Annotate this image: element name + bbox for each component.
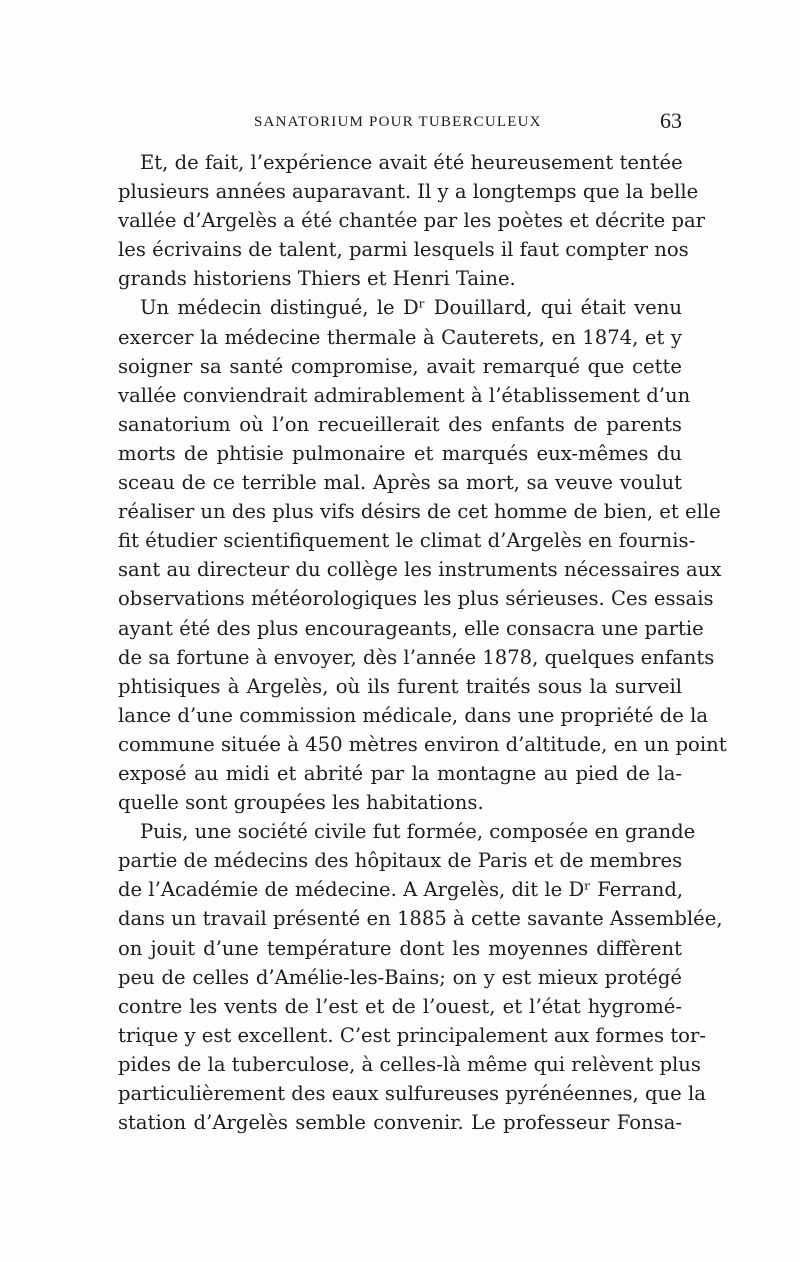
text-line: plusieurs années auparavant. Il y a longtemps que la belle	[118, 180, 699, 204]
text-line: soigner sa santé compromise, avait remarqué que cette	[118, 354, 682, 378]
page-number: 63	[660, 108, 682, 133]
page-header	[118, 108, 682, 140]
text-line: Puis, une société civile fut formée, composée en grande	[140, 820, 696, 844]
text-line: fit étudier scientifiquement le climat d’Argelès en fournis-	[118, 529, 696, 553]
text-line: exercer la médecine thermale à Cauterets, en 1874, et y	[118, 325, 682, 349]
text-line: contre les vents de l’est et de l’ouest, et l’état hygromé-	[118, 994, 682, 1018]
text-line: vallée conviendrait admirablement à l’établissement d’un	[118, 383, 691, 407]
text-line: station d’Argelès semble convenir. Le professeur Fonsa-	[118, 1111, 682, 1135]
text-line: observations météorologiques les plus sérieuses. Ces essais	[118, 587, 714, 611]
running-head: SANATORIUM POUR TUBERCULEUX	[254, 114, 542, 130]
body-text	[118, 148, 727, 1137]
text-line: de sa fortune à envoyer, dès l’année 1878, quelques enfants	[118, 645, 715, 669]
text-line: peu de celles d’Amélie-les-Bains; on y est mieux protégé	[118, 965, 682, 989]
text-line: de l’Académie de médecine. A Argelès, dit le Dʳ Ferrand,	[118, 878, 684, 902]
text-line: sant au directeur du collège les instruments nécessaires aux	[118, 558, 722, 582]
text-line: pides de la tuberculose, à celles-là même qui relèvent plus	[118, 1052, 701, 1076]
text-line: phtisiques à Argelès, où ils furent traités sous la surveil	[118, 674, 682, 698]
text-line: sceau de ce terrible mal. Après sa mort, sa veuve voulut	[118, 471, 682, 495]
text-line: ayant été des plus encourageants, elle consacra une partie	[118, 616, 704, 640]
text-line: sanatorium où l’on recueillerait des enfants de parents	[118, 412, 682, 436]
text-line: Et, de fait, l’expérience avait été heureusement tentée	[140, 151, 683, 174]
text-line: particulièrement des eaux sulfureuses pyrénéennes, que la	[118, 1082, 706, 1105]
text-line: partie de médecins des hôpitaux de Paris et de membres	[118, 849, 683, 873]
text-line: quelle sont groupées les habitations.	[118, 791, 484, 815]
text-line: commune située à 450 mètres environ d’altitude, en un point	[118, 732, 727, 756]
text-line: exposé au midi et abrité par la montagne au pied de la-	[118, 761, 682, 785]
text-line: réaliser un des plus vifs désirs de cet homme de bien, et elle	[118, 500, 721, 524]
text-line: on jouit d’une température dont les moyennes diffèrent	[118, 936, 682, 960]
text-line: trique y est excellent. C’est principalement aux formes tor-	[118, 1023, 706, 1047]
text-line: Un médecin distingué, le Dʳ Douillard, qui était venu	[140, 296, 682, 320]
text-line: grands historiens Thiers et Henri Taine.	[118, 267, 516, 291]
text-line: morts de phtisie pulmonaire et marqués eux-mêmes du	[118, 441, 682, 465]
text-line: les écrivains de talent, parmi lesquels il faut compter nos	[118, 238, 689, 262]
text-line: lance d’une commission médicale, dans une propriété de la	[118, 703, 709, 727]
text-line: vallée d’Argelès a été chantée par les poètes et décrite par	[118, 209, 706, 233]
text-line: dans un travail présenté en 1885 à cette savante Assemblée,	[118, 907, 723, 931]
